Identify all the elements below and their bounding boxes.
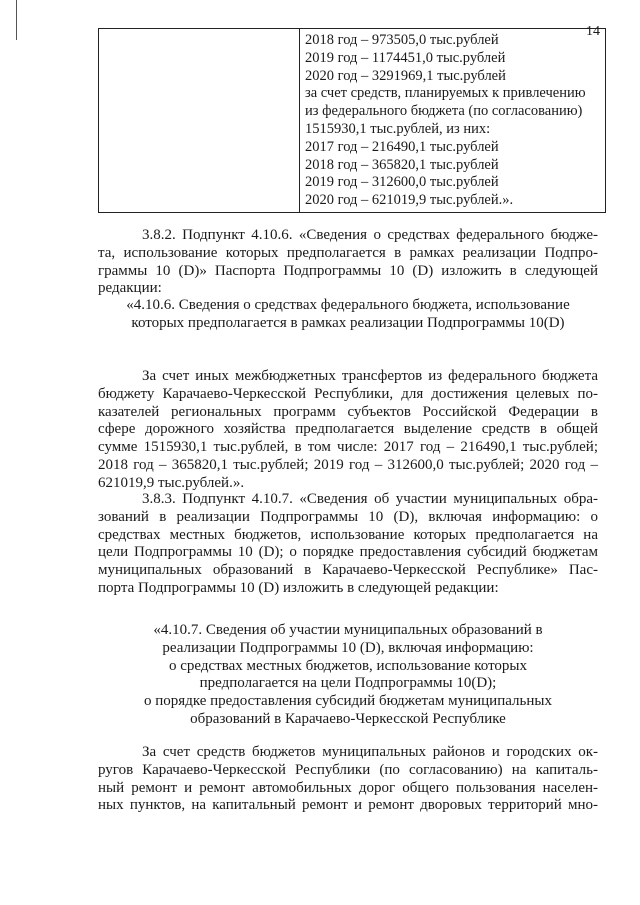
text-line: «4.10.7. Сведения об участии муниципальных образований в bbox=[153, 622, 543, 638]
margin-mark bbox=[16, 0, 17, 40]
text-line: муниципальных образований в Карачаево-Черкесской Республике» Пас- bbox=[98, 562, 598, 579]
paragraph-3-8-3 bbox=[98, 491, 598, 598]
text-line: о порядке предоставления субсидий бюджетам муниципальных bbox=[144, 693, 552, 710]
table-line: 2020 год – 621019,9 тыс.рублей.». bbox=[305, 192, 514, 209]
text-line: ругов Карачаево-Черкесской Республики (по согласованию) на капиталь- bbox=[98, 761, 598, 778]
funding-table bbox=[98, 28, 606, 213]
text-line: ных пунктов, на капитальный ремонт и ремонт дворовых территорий мно- bbox=[98, 797, 598, 814]
heading-4-10-6 bbox=[98, 297, 598, 333]
text-line: За счет средств бюджетов муниципальных районов и городских ок- bbox=[142, 744, 598, 760]
table-row bbox=[99, 29, 606, 213]
text-line: 3.8.3. Подпункт 4.10.7. «Сведения об участии муниципальных обра- bbox=[142, 491, 598, 507]
text-line: 2018 год – 365820,1 тыс.рублей; 2019 год – 312600,0 тыс.рублей; 2020 год – bbox=[98, 456, 598, 473]
table-line: за счет средств, планируемых к привлечению bbox=[305, 85, 586, 102]
text-line: зований в реализации Подпрограммы 10 (D), включая информацию: о bbox=[98, 508, 598, 525]
text-line: о средствах местных бюджетов, использование которых bbox=[168, 657, 527, 674]
text-line: предполагается на цели Подпрограммы 10(D); bbox=[199, 675, 497, 692]
text-line: сумме 1515930,1 тыс.рублей, в том числе: 2017 год – 216490,1 тыс.рублей; bbox=[98, 439, 598, 456]
text-line: та, использование которых предполагается в рамках реализации Подпро- bbox=[98, 244, 598, 261]
text-line: редакции: bbox=[98, 280, 162, 297]
table-cell-empty bbox=[99, 29, 300, 213]
text-line: казателей региональных программ субъектов Российской Федерации в bbox=[98, 403, 598, 420]
text-line: 621019,9 тыс.рублей.». bbox=[98, 474, 245, 491]
paragraph-3-8-2 bbox=[98, 227, 598, 298]
text-line: За счет иных межбюджетных трансфертов из федерального бюджета bbox=[142, 368, 598, 384]
table-line: 2018 год – 973505,0 тыс.рублей bbox=[305, 32, 499, 48]
paragraph-municipal-funds bbox=[98, 744, 598, 815]
page-number: 14 bbox=[586, 24, 600, 39]
text-line: сфере дорожного хозяйства предполагается выделение средств в общей bbox=[98, 421, 598, 438]
table-line: 2019 год – 1174451,0 тыс.рублей bbox=[305, 49, 506, 66]
table-line: из федерального бюджета (по согласованию) bbox=[305, 103, 583, 120]
table-line: 2020 год – 3291969,1 тыс.рублей bbox=[305, 67, 506, 84]
text-line: порта Подпрограммы 10 (D) изложить в следующей редакции: bbox=[98, 579, 499, 596]
table-line: 2019 год – 312600,0 тыс.рублей bbox=[305, 174, 499, 191]
paragraph-federal-funds bbox=[98, 368, 598, 493]
text-line: бюджету Карачаево-Черкесской Республики, для достижения целевых по- bbox=[98, 385, 598, 402]
table-cell-funding bbox=[300, 29, 606, 213]
text-line: «4.10.6. Сведения о средствах федерального бюджета, использование bbox=[126, 297, 570, 313]
text-line: 3.8.2. Подпункт 4.10.6. «Сведения о средствах федерального бюдже- bbox=[142, 227, 598, 243]
text-line: цели Подпрограммы 10 (D); о порядке предоставления субсидий бюджетам bbox=[98, 544, 598, 561]
text-line: которых предполагается в рамках реализации Подпрограммы 10(D) bbox=[131, 314, 565, 331]
table-line: 2018 год – 365820,1 тыс.рублей bbox=[305, 156, 499, 173]
table-line: 2017 год – 216490,1 тыс.рублей bbox=[305, 138, 499, 155]
heading-4-10-7 bbox=[98, 622, 598, 729]
text-line: реализации Подпрограммы 10 (D), включая информацию: bbox=[162, 639, 534, 656]
text-line: образований в Карачаево-Черкесской Республике bbox=[190, 710, 506, 727]
text-line: средствах местных бюджетов, использование которых предполагается на bbox=[98, 526, 598, 543]
text-line: ный ремонт и ремонт автомобильных дорог общего пользования населен- bbox=[98, 779, 598, 796]
text-line: граммы 10 (D)» Паспорта Подпрограммы 10 (D) изложить в следующей bbox=[98, 262, 598, 279]
table-line: 1515930,1 тыс.рублей, из них: bbox=[305, 120, 491, 137]
